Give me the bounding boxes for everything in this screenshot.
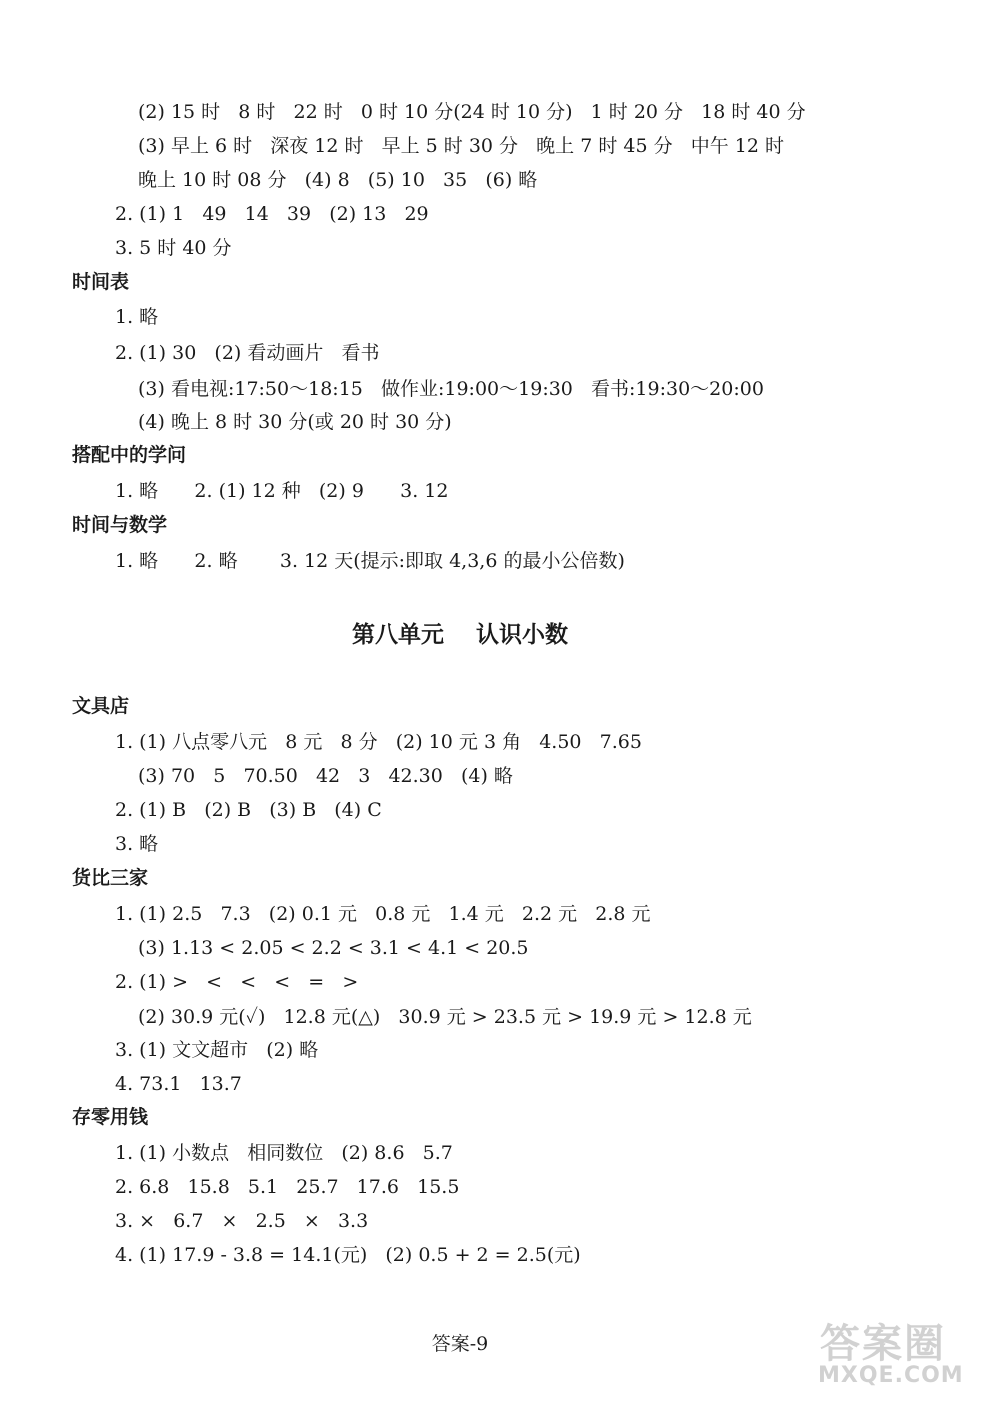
answer-line: 3. × 6.7 × 2.5 × 3.3 <box>115 1210 369 1232</box>
unit-title: 第八单元 认识小数 <box>351 622 569 648</box>
answer-line: 2. 6.8 15.8 5.1 25.7 17.6 15.5 <box>115 1176 460 1198</box>
answer-line: 2. (1) > < < < = > <box>115 971 359 993</box>
answer-line: (4) 晚上 8 时 30 分(或 20 时 30 分) <box>138 411 452 433</box>
answer-line: (2) 15 时 8 时 22 时 0 时 10 分(24 时 10 分) 1 时 20 分 18 时 40 分 <box>138 101 806 123</box>
answer-line: 1. 略 2. 略 3. 12 天(提示:即取 4,3,6 的最小公倍数) <box>115 550 625 572</box>
answer-line: 4. (1) 17.9 - 3.8 = 14.1(元) (2) 0.5 + 2 = 2.5(元) <box>115 1244 581 1266</box>
answer-line: 2. (1) 1 49 14 39 (2) 13 29 <box>115 203 429 225</box>
answer-line: (3) 1.13 < 2.05 < 2.2 < 3.1 < 4.1 < 20.5 <box>138 937 529 959</box>
section-heading: 存零用钱 <box>72 1106 149 1128</box>
section-heading: 时间与数学 <box>72 514 168 536</box>
section-heading: 时间表 <box>72 271 130 293</box>
answer-line: 2. (1) 30 (2) 看动画片 看书 <box>115 342 380 364</box>
page-number: 答案-9 <box>431 1333 489 1355</box>
answer-line: 1. 略 <box>115 306 159 328</box>
watermark-url: MXQE.COM <box>818 1363 964 1388</box>
answer-line: (2) 30.9 元(✓) 12.8 元(△) 30.9 元 > 23.5 元 > 19.9 元 > 12.8 元 <box>138 1006 752 1028</box>
answer-line: 1. 略 2. (1) 12 种 (2) 9 3. 12 <box>115 480 449 502</box>
answer-line: 2. (1) B (2) B (3) B (4) C <box>115 799 382 821</box>
section-heading: 搭配中的学问 <box>72 444 187 466</box>
answer-line: (3) 70 5 70.50 42 3 42.30 (4) 略 <box>138 765 513 787</box>
watermark-logo <box>812 1310 982 1390</box>
watermark-text: 答案圈 <box>820 1321 946 1367</box>
answer-line: 3. 略 <box>115 833 159 855</box>
answer-line: 4. 73.1 13.7 <box>115 1073 242 1095</box>
section-heading: 货比三家 <box>72 867 149 889</box>
answer-line: 1. (1) 小数点 相同数位 (2) 8.6 5.7 <box>115 1142 453 1164</box>
answer-line: 1. (1) 八点零八元 8 元 8 分 (2) 10 元 3 角 4.50 7.65 <box>115 731 642 753</box>
answer-line: 1. (1) 2.5 7.3 (2) 0.1 元 0.8 元 1.4 元 2.2 元 2.8 元 <box>115 903 651 925</box>
section-heading: 文具店 <box>72 695 130 717</box>
answer-line: (3) 看电视:17:50～18:15 做作业:19:00～19:30 看书:19:30～20:00 <box>138 378 764 400</box>
answer-line: 晚上 10 时 08 分 (4) 8 (5) 10 35 (6) 略 <box>138 169 538 191</box>
answer-line: 3. 5 时 40 分 <box>115 237 232 259</box>
answer-line: 3. (1) 文文超市 (2) 略 <box>115 1039 319 1061</box>
answer-line: (3) 早上 6 时 深夜 12 时 早上 5 时 30 分 晚上 7 时 45 分 中午 12 时 <box>138 135 784 157</box>
